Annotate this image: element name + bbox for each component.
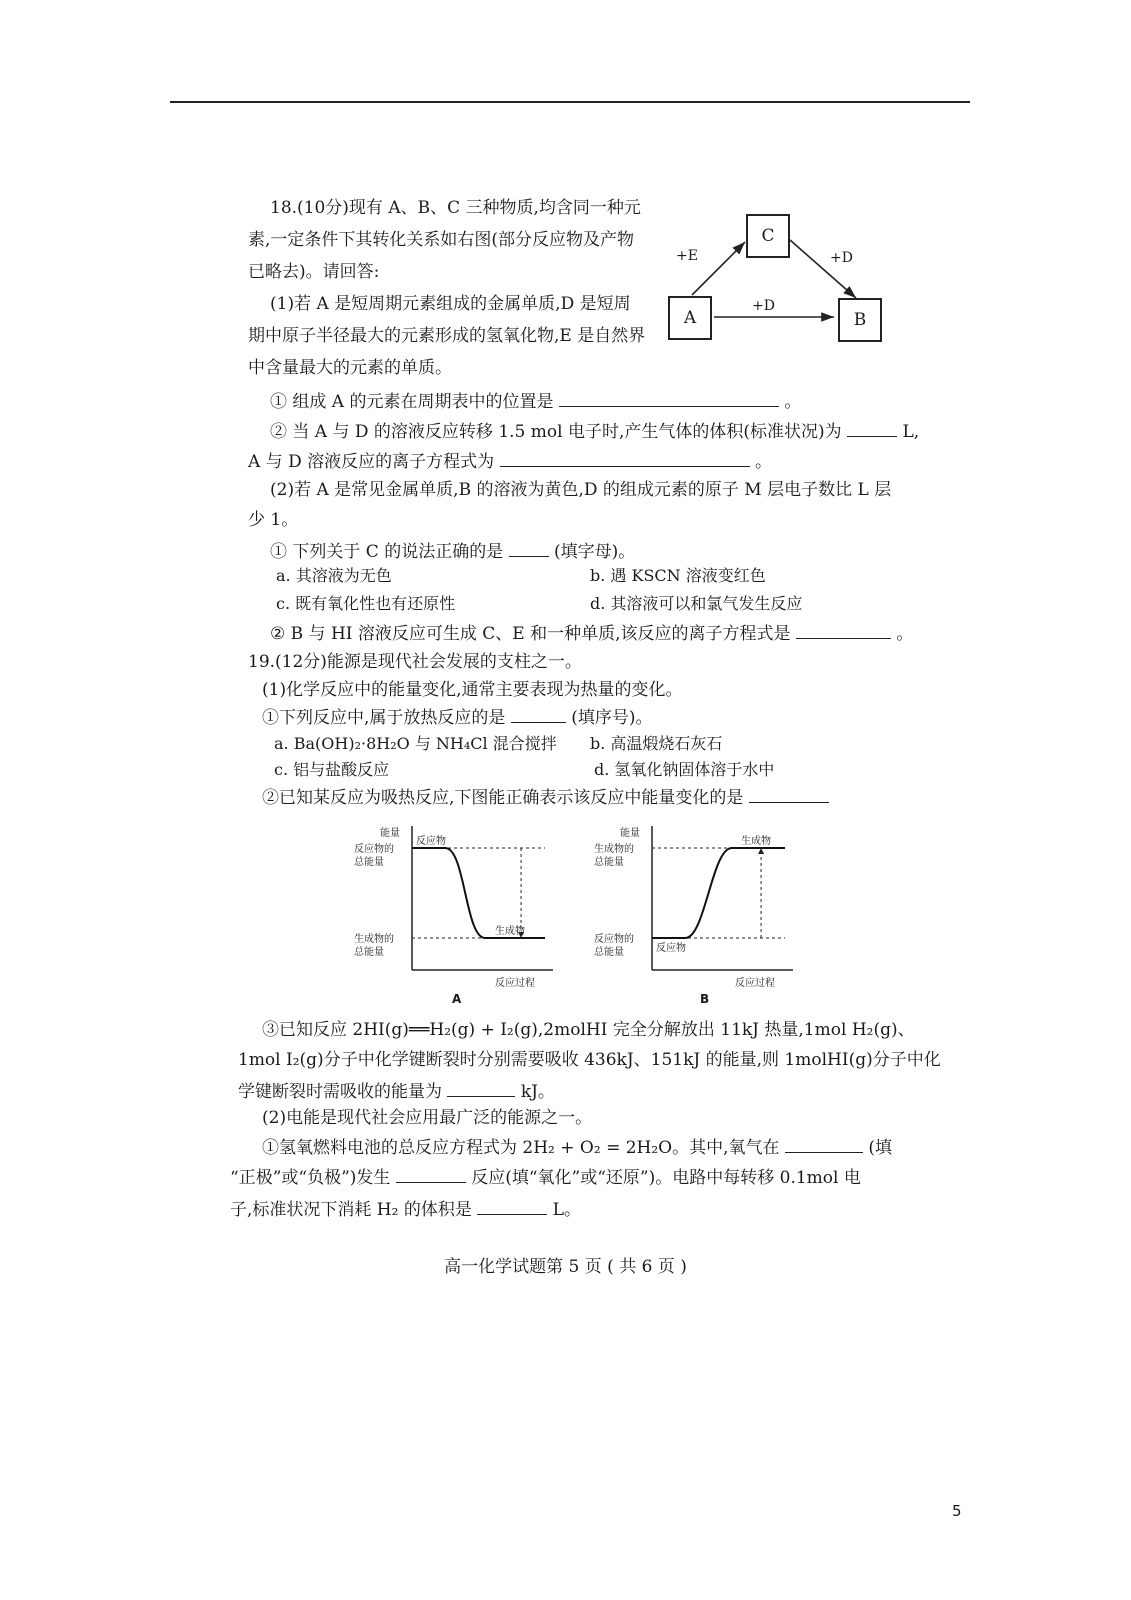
chart-b-x-label: 反应过程: [735, 978, 775, 989]
chart-b-y-label: 能量: [620, 828, 640, 839]
q18-line-6: 中含量最大的元素的单质。: [248, 358, 452, 378]
q19-sub4-line-1: [262, 1136, 892, 1158]
chart-a-x-label: 反应过程: [495, 978, 535, 989]
q18-option-c: c. 既有氧化性也有还原性: [276, 594, 456, 613]
q19-sub1-text: ①下列反应中,属于放热反应的是: [262, 708, 506, 728]
q19-option-a: a. Ba(OH)₂·8H₂O 与 NH₄Cl 混合搅拌: [274, 734, 557, 753]
q19-sub4a-text: ①氢氧燃料电池的总反应方程式为 2H₂ + O₂ = 2H₂O。其中,氧气在: [262, 1138, 780, 1158]
answer-blank[interactable]: [559, 390, 779, 407]
q18-option-a: a. 其溶液为无色: [276, 566, 392, 585]
chart-b-bottom-level-label-1: 反应物的: [594, 934, 634, 945]
answer-blank[interactable]: [509, 540, 549, 557]
edge-label-ac: +E: [676, 248, 698, 264]
chart-a-bottom-level-label-2: 总能量: [354, 947, 384, 958]
q19-sub3-line-2: 1mol I₂(g)分子中化学键断裂时分别需要吸收 436kJ、151kJ 的能量,则 1molHI(g)分子中化: [238, 1050, 941, 1070]
chart-a-top-level-label-2: 总能量: [354, 857, 384, 868]
chart-b-bottom-level-label-2: 总能量: [594, 947, 624, 958]
q18-sub2-2-text: ② B 与 HI 溶液反应可生成 C、E 和一种单质,该反应的离子方程式是: [270, 624, 791, 644]
answer-blank[interactable]: [447, 1080, 515, 1097]
q19-sub1: [262, 706, 652, 728]
q19-sub3-line-1: ③已知反应 2HI(g)══H₂(g) + I₂(g),2molHI 完全分解放出 11kJ 热量,1mol H₂(g)、: [262, 1020, 915, 1040]
q18-sub2-2-end: 。: [896, 624, 914, 644]
chart-a-bottom-level-label-1: 生成物的: [354, 934, 394, 945]
chart-a-energy-curve: [412, 848, 545, 938]
q18-line-4: (1)若 A 是短周期元素组成的金属单质,D 是短周: [270, 294, 631, 314]
energy-chart-b: [590, 820, 800, 990]
q18-sub2-2: [270, 622, 913, 644]
q19-sub4a-end: (填: [868, 1138, 892, 1158]
arrow-a-to-c: [692, 242, 745, 295]
answer-blank[interactable]: [477, 1198, 547, 1215]
box-b: B: [838, 298, 882, 342]
q18-sub2-1: [270, 540, 635, 562]
conversion-diagram: [670, 210, 930, 360]
q19-sub3c-text: 学键断裂时需吸收的能量为: [238, 1082, 442, 1102]
arrow-c-to-b: [790, 240, 856, 298]
box-c: C: [746, 214, 790, 258]
chart-a-y-label: 能量: [380, 828, 400, 839]
q18-line-1: 18.(10分)现有 A、B、C 三种物质,均含同一种元: [270, 198, 641, 218]
q18-sub1-1: [270, 390, 801, 412]
header-rule: [170, 101, 970, 103]
q19-option-b: b. 高温煅烧石灰石: [590, 734, 723, 753]
q19-sub2: [262, 786, 829, 808]
q19-sub4c-text: 子,标准状况下消耗 H₂ 的体积是: [230, 1200, 472, 1220]
chart-b-end-label: 生成物: [741, 836, 771, 847]
q18-sub1-2b-text: A 与 D 溶液反应的离子方程式为: [248, 452, 495, 472]
answer-blank[interactable]: [749, 786, 829, 803]
q18-line-3: 已略去)。请回答:: [248, 262, 380, 282]
q18-sub1-2a-text: ② 当 A 与 D 的溶液反应转移 1.5 mol 电子时,产生气体的体积(标准状况)为: [270, 422, 842, 442]
q18-sub1-2b-end: 。: [754, 452, 772, 472]
q19-sub2-text: ②已知某反应为吸热反应,下图能正确表示该反应中能量变化的是: [262, 788, 744, 808]
chart-a-end-label: 生成物: [495, 926, 525, 937]
q18-line-2: 素,一定条件下其转化关系如右图(部分反应物及产物: [248, 230, 635, 250]
q19-part1: (1)化学反应中的能量变化,通常主要表现为热量的变化。: [262, 680, 683, 700]
q19-sub4b-end: 反应(填“氧化”或“还原”)。电路中每转移 0.1mol 电: [471, 1168, 861, 1188]
energy-chart-a: [350, 820, 560, 990]
q18-sub1-1-text: ① 组成 A 的元素在周期表中的位置是: [270, 392, 554, 412]
q18-option-b: b. 遇 KSCN 溶液变红色: [590, 566, 766, 585]
q18-option-d: d. 其溶液可以和氯气发生反应: [590, 594, 803, 613]
q19-sub3-line-3: [238, 1080, 555, 1102]
q19-title: 19.(12分)能源是现代社会发展的支柱之一。: [248, 652, 582, 672]
chart-b-top-level-label-2: 总能量: [594, 857, 624, 868]
q19-sub4b-text: “正极”或“负极”)发生: [230, 1168, 391, 1188]
q18-sub1-2a-end: L,: [902, 422, 920, 442]
edge-label-ab: +D: [752, 298, 775, 314]
chart-b-top-level-label-1: 生成物的: [594, 844, 634, 855]
q18-sub2-1-text: ① 下列关于 C 的说法正确的是: [270, 542, 504, 562]
box-a: A: [668, 296, 712, 340]
q19-sub4c-end: L。: [552, 1200, 581, 1220]
q18-part2-line-2: 少 1。: [248, 510, 299, 530]
answer-blank[interactable]: [511, 706, 566, 723]
answer-blank[interactable]: [847, 420, 897, 437]
chart-b-letter: B: [700, 992, 710, 1006]
chart-a-start-label: 反应物: [416, 836, 446, 847]
q18-sub2-1-end: (填字母)。: [554, 542, 636, 562]
q19-option-d: d. 氢氧化钠固体溶于水中: [594, 760, 775, 779]
answer-blank[interactable]: [396, 1166, 466, 1183]
page-number: 5: [952, 1502, 962, 1520]
q19-sub3c-end: kJ。: [520, 1082, 555, 1102]
q19-option-c: c. 铝与盐酸反应: [274, 760, 390, 779]
q18-sub1-2a: [270, 420, 919, 442]
chart-b-energy-curve: [652, 848, 785, 938]
answer-blank[interactable]: [785, 1136, 863, 1153]
answer-blank[interactable]: [796, 622, 891, 639]
q18-line-5: 期中原子半径最大的元素形成的氢氧化物,E 是自然界: [248, 326, 646, 346]
q18-sub1-2b: [248, 450, 772, 472]
q19-sub4-line-2: [230, 1166, 861, 1188]
q19-sub4-line-3: [230, 1198, 581, 1220]
q18-sub1-1-end: 。: [784, 392, 802, 412]
q18-part2-line-1: (2)若 A 是常见金属单质,B 的溶液为黄色,D 的组成元素的原子 M 层电子数比 L 层: [270, 480, 892, 500]
chart-a-top-level-label-1: 反应物的: [354, 844, 394, 855]
q19-sub1-end: (填序号)。: [571, 708, 653, 728]
page-footer: 高一化学试题第 5 页 ( 共 6 页 ): [444, 1257, 687, 1277]
edge-label-cb: +D: [830, 250, 853, 266]
chart-b-start-label: 反应物: [656, 943, 686, 954]
q19-part2: (2)电能是现代社会应用最广泛的能源之一。: [262, 1108, 593, 1128]
chart-a-letter: A: [452, 992, 462, 1006]
answer-blank[interactable]: [500, 450, 750, 467]
